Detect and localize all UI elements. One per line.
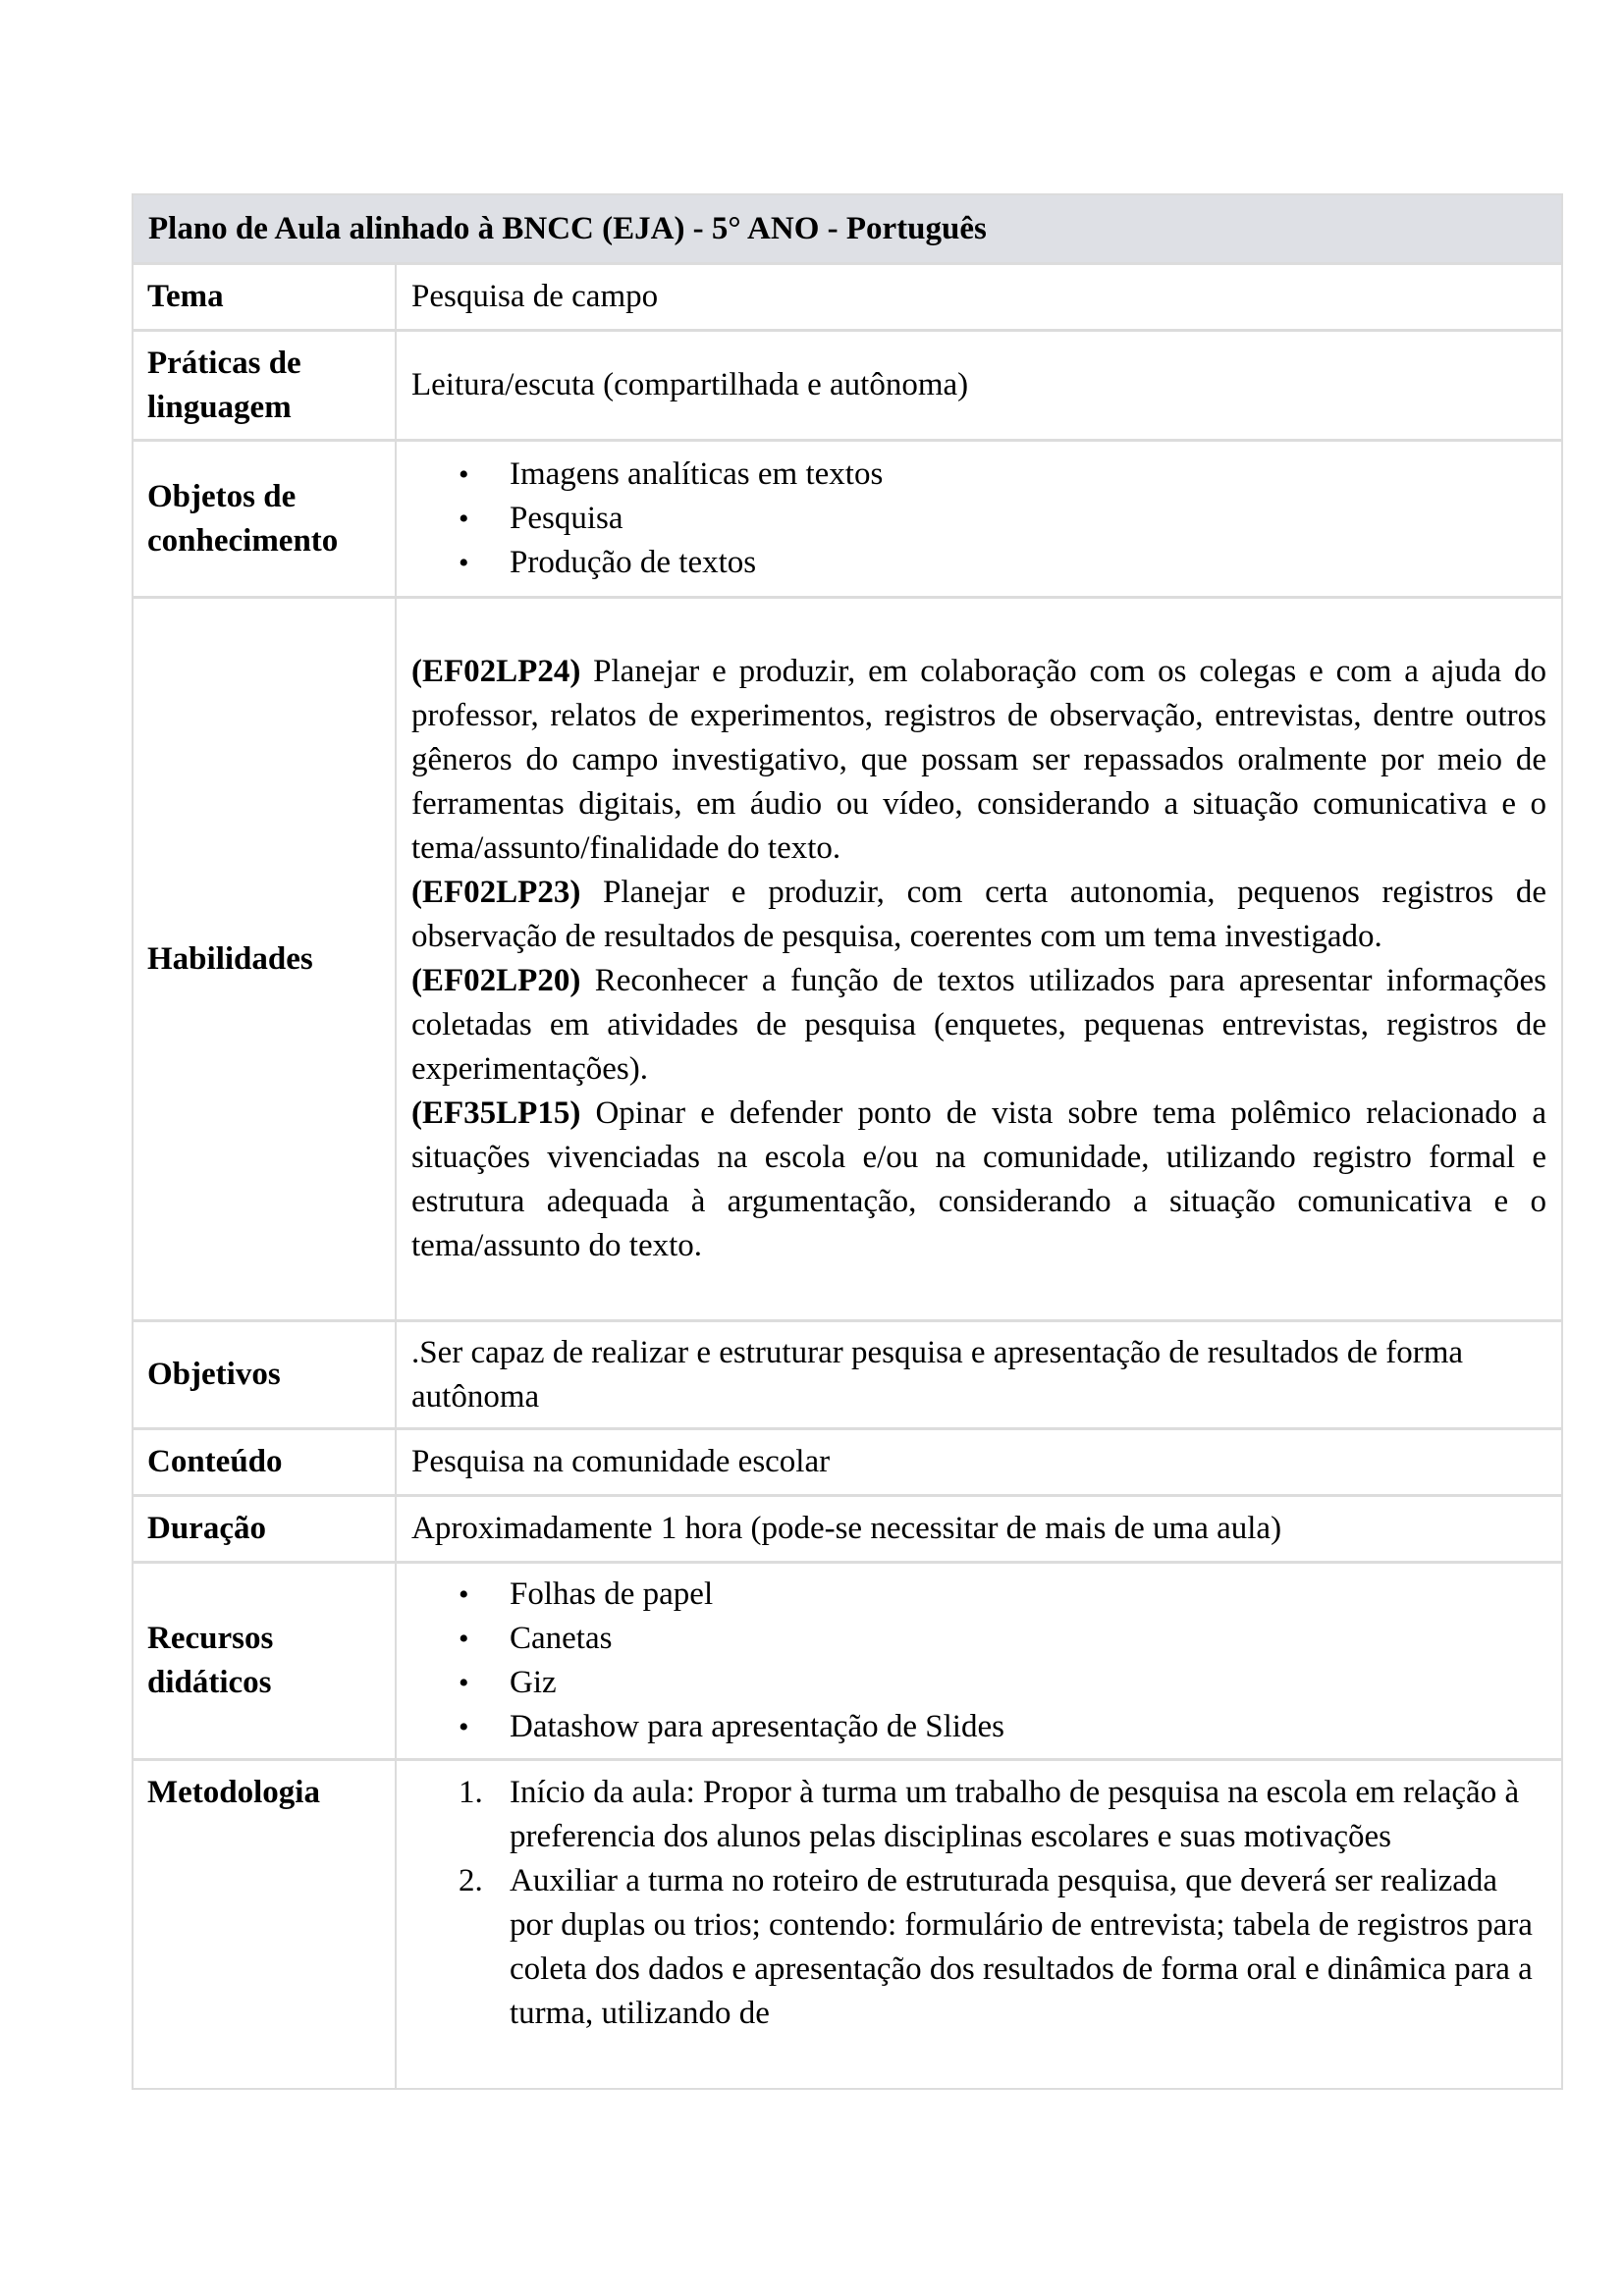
row-label: Metodologia	[134, 1761, 397, 2088]
skill-code: (EF02LP24)	[411, 654, 581, 689]
skill-text: Planejar e produzir, com certa autonomia, pequenos registros de observação de resultados de pesquisa, coerentes com um tema investigado.	[411, 875, 1546, 954]
list-item: • Canetas	[459, 1617, 1546, 1661]
list-item	[459, 1859, 1546, 2036]
row-conteudo	[134, 1427, 1561, 1494]
row-label: Habilidades	[134, 599, 397, 1319]
row-label: Objetos de conhecimento	[134, 442, 397, 596]
list-item: • Pesquisa	[459, 497, 1546, 541]
row-label: Conteúdo	[134, 1430, 397, 1494]
row-metodologia	[134, 1758, 1561, 2088]
skill-code: (EF02LP20)	[411, 963, 581, 998]
skill-item	[411, 959, 1546, 1092]
list-item: • Folhas de papel	[459, 1573, 1546, 1617]
skill-code: (EF35LP15)	[411, 1095, 581, 1131]
row-objetos	[134, 439, 1561, 596]
row-praticas	[134, 329, 1561, 439]
skill-text: Opinar e defender ponto de vista sobre tema polêmico relacionado a situações vivenciadas na escola e/ou na comunidade, utilizando registro formal e estrutura adequada à argumentação, considerando a situação comunicativa e o tema/assunto do texto.	[411, 1095, 1546, 1263]
row-label: Duração	[134, 1497, 397, 1561]
skill-item	[411, 871, 1546, 959]
list-number: 1.	[459, 1775, 483, 1810]
list-item: • Giz	[459, 1661, 1546, 1705]
list-item: • Produção de textos	[459, 541, 1546, 585]
row-value: Aproximadamente 1 hora (pode-se necessitar de mais de uma aula)	[411, 1511, 1282, 1546]
numbered-list	[411, 1771, 1546, 2036]
row-value: .Ser capaz de realizar e estruturar pesquisa e apresentação de resultados de forma autônoma	[411, 1334, 1464, 1415]
table-title: Plano de Aula alinhado à BNCC (EJA) - 5° ANO - Português	[148, 210, 987, 246]
row-label: Práticas de linguagem	[134, 332, 397, 439]
row-value	[397, 1761, 1561, 2088]
row-recursos	[134, 1561, 1561, 1758]
bullet-list	[411, 453, 1546, 585]
row-label: Recursos didáticos	[134, 1564, 397, 1758]
row-value: Leitura/escuta (compartilhada e autônoma)	[411, 367, 969, 402]
row-objetivos	[134, 1319, 1561, 1427]
row-value	[397, 442, 1561, 596]
row-label: Objetivos	[134, 1322, 397, 1427]
lesson-plan-table	[132, 193, 1563, 2090]
row-value: Pesquisa de campo	[411, 279, 659, 314]
row-value	[397, 599, 1561, 1319]
skill-item	[411, 1092, 1546, 1268]
row-habilidades	[134, 596, 1561, 1319]
skill-item	[411, 650, 1546, 871]
list-text: Início da aula: Propor à turma um trabalho de pesquisa na escola em relação à preferencia dos alunos pelas disciplinas escolares e suas motivações	[510, 1775, 1520, 1854]
skill-text: Reconhecer a função de textos utilizados para apresentar informações coletadas em atividades de pesquisa (enquetes, pequenas entrevistas, registros de experimentações).	[411, 963, 1546, 1087]
table-header	[134, 195, 1561, 262]
list-text: Auxiliar a turma no roteiro de estruturada pesquisa, que deverá ser realizada por duplas ou trios; contendo: formulário de entrevista; tabela de registros para coleta dos dados e apresentação dos resultados de forma oral e dinâmica para a turma, utilizando de	[510, 1863, 1533, 2031]
bullet-list	[411, 1573, 1546, 1749]
row-value	[397, 1564, 1561, 1758]
row-tema	[134, 262, 1561, 329]
row-label: Tema	[134, 265, 397, 329]
skill-code: (EF02LP23)	[411, 875, 581, 910]
list-item	[459, 1771, 1546, 1859]
skill-text: Planejar e produzir, em colaboração com os colegas e com a ajuda do professor, relatos de experimentos, registros de observação, entrevistas, dentre outros gêneros do campo investigativo, que possam ser repassados oralmente por meio de ferramentas digitais, em áudio ou vídeo, considerando a situação comunicativa e o tema/assunto/finalidade do texto.	[411, 654, 1546, 866]
list-number: 2.	[459, 1863, 483, 1898]
list-item: • Imagens analíticas em textos	[459, 453, 1546, 497]
row-duracao	[134, 1494, 1561, 1561]
list-item: • Datashow para apresentação de Slides	[459, 1705, 1546, 1749]
row-value: Pesquisa na comunidade escolar	[411, 1444, 831, 1479]
